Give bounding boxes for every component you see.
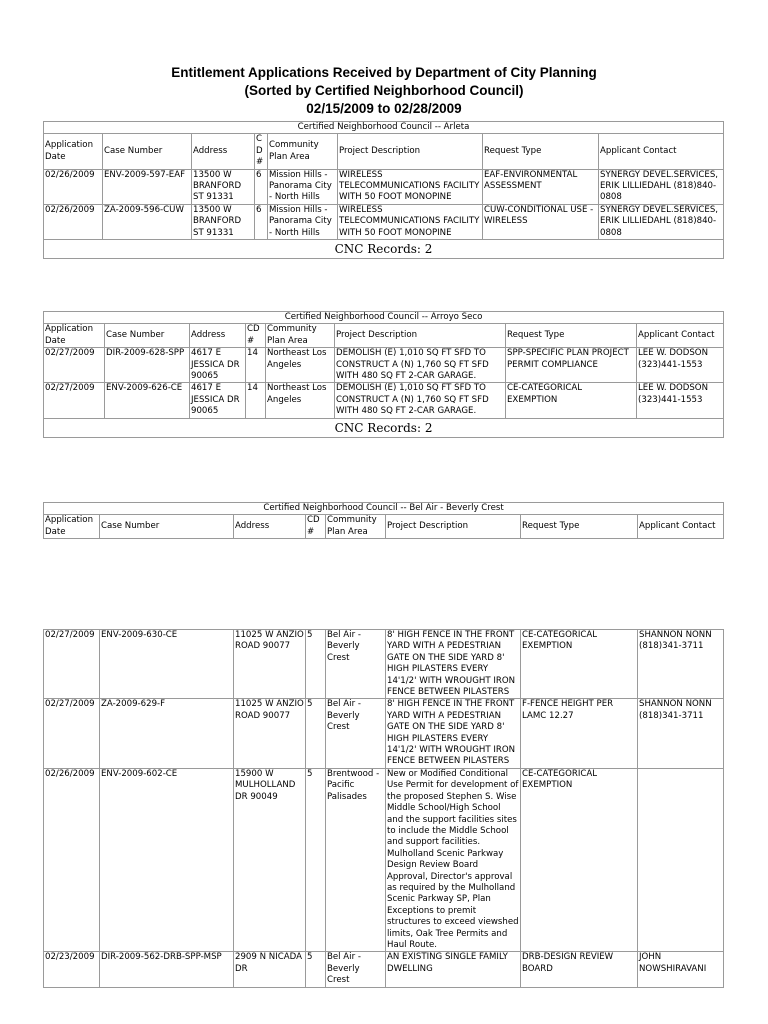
cell-cd: 6 [255,169,268,204]
council-header: Certified Neighborhood Council -- Bel Air - Beverly Crest [44,503,724,515]
col-app-date: Application Date [44,134,103,169]
council-table-bel-air-header [43,502,724,539]
cell-case: ZA-2009-596-CUW [103,204,192,239]
col-plan-area: Community Plan Area [268,134,338,169]
cell-date: 02/26/2009 [44,204,103,239]
cell-cd: 14 [246,348,266,383]
col-description: Project Description [386,515,521,539]
report-title-line1: Entitlement Applications Received by Department of City Planning [171,65,597,80]
col-case-number: Case Number [100,515,234,539]
col-address: Address [192,134,255,169]
col-address: Address [190,324,246,348]
cell-request: CE-CATEGORICAL EXEMPTION [521,768,638,952]
col-app-date: Application Date [44,324,105,348]
col-applicant-contact: Applicant Contact [637,324,724,348]
table-row [44,348,724,383]
cell-request: CE-CATEGORICAL EXEMPTION [521,630,638,699]
cell-plan: Mission Hills - Panorama City - North Hills [268,204,338,239]
col-case-number: Case Number [103,134,192,169]
table-row [44,630,724,699]
table-row [44,952,724,987]
table-row [44,169,724,204]
cell-contact: JOHN NOWSHIRAVANI [638,952,724,987]
cell-plan: Mission Hills - Panorama City - North Hills [268,169,338,204]
col-cd: CD# [306,515,326,539]
cell-case: DIR-2009-628-SPP [105,348,190,383]
cell-plan: Bel Air - Beverly Crest [326,630,386,699]
col-description: Project Description [335,324,506,348]
cell-address: 4617 E JESSICA DR 90065 [190,383,246,418]
cell-date: 02/26/2009 [44,169,103,204]
cell-address: 15900 W MULHOLLAND DR 90049 [234,768,306,952]
col-request-type: Request Type [506,324,637,348]
cell-plan: Bel Air - Beverly Crest [326,952,386,987]
council-table-arroyo-seco [43,311,724,438]
col-app-date: Application Date [44,515,100,539]
cell-plan: Brentwood - Pacific Palisades [326,768,386,952]
col-plan-area: Community Plan Area [326,515,386,539]
cell-address: 11025 W ANZIO ROAD 90077 [234,699,306,768]
council-header: Certified Neighborhood Council -- Arleta [44,122,724,134]
report-title-line2: (Sorted by Certified Neighborhood Council) [244,83,524,98]
cell-case: ZA-2009-629-F [100,699,234,768]
cell-contact: SHANNON NONN (818)341-3711 [638,630,724,699]
cell-cd: 5 [306,699,326,768]
cell-date: 02/26/2009 [44,768,100,952]
table-row [44,383,724,418]
col-request-type: Request Type [521,515,638,539]
cell-request: SPP-SPECIFIC PLAN PROJECT PERMIT COMPLIANCE [506,348,637,383]
col-case-number: Case Number [105,324,190,348]
column-header-row [44,134,724,169]
cell-date: 02/27/2009 [44,348,105,383]
cell-address: 11025 W ANZIO ROAD 90077 [234,630,306,699]
cell-contact: SYNERGY DEVEL.SERVICES, ERIK LILLIEDAHL (818)840-0808 [599,169,724,204]
council-table-bel-air-rows [43,629,724,988]
cell-case: ENV-2009-602-CE [100,768,234,952]
report-date-range: 02/15/2009 to 02/28/2009 [306,101,462,116]
cell-request: CUW-CONDITIONAL USE - WIRELESS [483,204,599,239]
cell-desc: WIRELESS TELECOMMUNICATIONS FACILITY WITH 50 FOOT MONOPINE [338,204,483,239]
cell-contact: LEE W. DODSON (323)441-1553 [637,383,724,418]
cell-cd: 14 [246,383,266,418]
cell-contact: SYNERGY DEVEL.SERVICES, ERIK LILLIEDAHL (818)840-0808 [599,204,724,239]
cell-date: 02/27/2009 [44,630,100,699]
cell-date: 02/27/2009 [44,383,105,418]
cell-request: DRB-DESIGN REVIEW BOARD [521,952,638,987]
cell-desc: DEMOLISH (E) 1,010 SQ FT SFD TO CONSTRUCT A (N) 1,760 SQ FT SFD WITH 480 SQ FT 2-CAR GARAGE. [335,348,506,383]
council-table-arleta [43,121,724,259]
council-header: Certified Neighborhood Council -- Arroyo Seco [44,312,724,324]
table-row [44,699,724,768]
cell-request: EAF-ENVIRONMENTAL ASSESSMENT [483,169,599,204]
cell-address: 2909 N NICADA DR [234,952,306,987]
cell-case: DIR-2009-562-DRB-SPP-MSP [100,952,234,987]
cell-desc: WIRELESS TELECOMMUNICATIONS FACILITY WITH 50 FOOT MONOPINE [338,169,483,204]
cell-desc: AN EXISTING SINGLE FAMILY DWELLING [386,952,521,987]
cell-desc: 8' HIGH FENCE IN THE FRONT YARD WITH A PEDESTRIAN GATE ON THE SIDE YARD 8' HIGH PILASTERS EVERY 14'1/2' WITH WROUGHT IRON FENCE BETWEEN PILASTERS [386,630,521,699]
cnc-records-count: CNC Records: 2 [44,240,724,259]
cell-desc: New or Modified Conditional Use Permit for development of the proposed Stephen S. Wise Middle School/High School and the support facilities sites to include the Middle School and support facilities. Mulholland Scenic Parkway Design Review Board Approval, Director's approval as required by the Mulholland Scenic Parkway SP, Plan Exceptions to premit structures to exceed viewshed limits, Oak Tree Permits and Haul Route. [387,768,519,950]
table-row [44,768,724,952]
table-row [44,204,724,239]
col-request-type: Request Type [483,134,599,169]
cell-plan: Bel Air - Beverly Crest [326,699,386,768]
cell-request: CE-CATEGORICAL EXEMPTION [506,383,637,418]
col-applicant-contact: Applicant Contact [638,515,724,539]
cell-request: F-FENCE HEIGHT PER LAMC 12.27 [521,699,638,768]
cell-case: ENV-2009-630-CE [100,630,234,699]
cell-plan: Northeast Los Angeles [266,348,335,383]
cell-desc: 8' HIGH FENCE IN THE FRONT YARD WITH A PEDESTRIAN GATE ON THE SIDE YARD 8' HIGH PILASTERS EVERY 14'1/2' WITH WROUGHT IRON FENCE BETWEEN PILASTERS [386,699,521,768]
col-plan-area: Community Plan Area [266,324,335,348]
cell-cd: 6 [255,204,268,239]
cnc-records-count: CNC Records: 2 [44,418,724,437]
column-header-row [44,324,724,348]
column-header-row [44,515,724,539]
col-cd: CD# [255,134,268,169]
cell-cd: 5 [306,768,326,952]
cell-cd: 5 [306,952,326,987]
cell-case: ENV-2009-597-EAF [103,169,192,204]
cell-desc: DEMOLISH (E) 1,010 SQ FT SFD TO CONSTRUCT A (N) 1,760 SQ FT SFD WITH 480 SQ FT 2-CAR GARAGE. [335,383,506,418]
cell-address: 13500 W BRANFORD ST 91331 [192,204,255,239]
cell-case: ENV-2009-626-CE [105,383,190,418]
cell-address: 4617 E JESSICA DR 90065 [190,348,246,383]
cell-address: 13500 W BRANFORD ST 91331 [192,169,255,204]
cell-date: 02/27/2009 [44,699,100,768]
cell-date: 02/23/2009 [44,952,100,987]
cell-plan: Northeast Los Angeles [266,383,335,418]
col-description: Project Description [338,134,483,169]
cell-contact: SHANNON NONN (818)341-3711 [638,699,724,768]
col-applicant-contact: Applicant Contact [599,134,724,169]
cell-cd: 5 [306,630,326,699]
col-address: Address [234,515,306,539]
cell-contact [638,768,724,952]
cell-contact: LEE W. DODSON (323)441-1553 [637,348,724,383]
col-cd: CD# [246,324,266,348]
